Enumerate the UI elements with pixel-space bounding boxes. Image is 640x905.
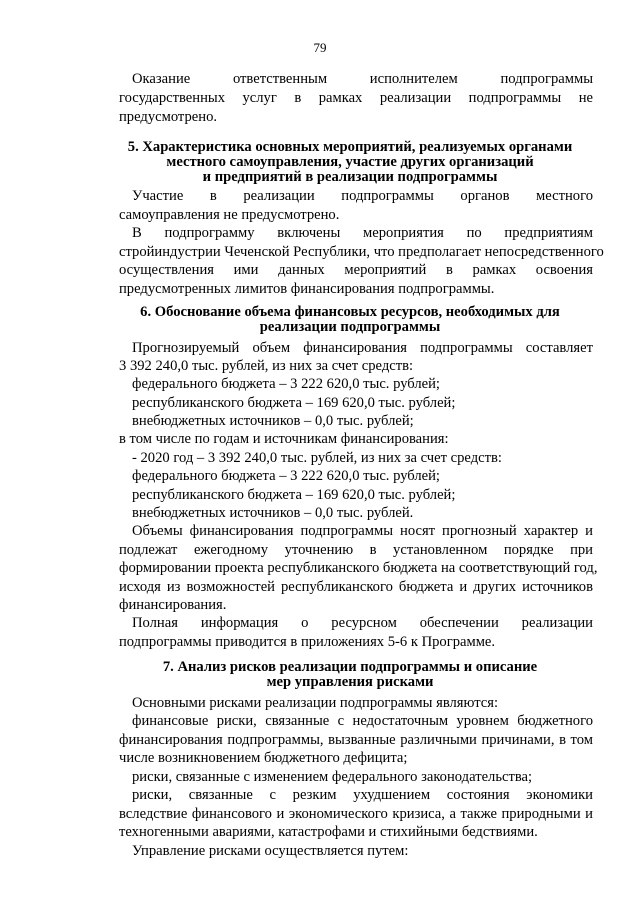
- section-5-heading-line: 5. Характеристика основных мероприятий, реализуемых органами: [127, 139, 573, 155]
- text-line: федерального бюджета – 3 222 620,0 тыс. рублей;: [132, 468, 440, 484]
- text-line: 3 392 240,0 тыс. рублей, из них за счет средств:: [119, 358, 414, 374]
- section-7-heading-line: мер управления рисками: [266, 674, 434, 690]
- text-line: числе возникновением бюджетного дефицита;: [119, 750, 408, 766]
- text-line: в том числе по годам и источникам финансирования:: [119, 431, 449, 447]
- text-line: самоуправления не предусмотрено.: [119, 207, 340, 223]
- text-line: исходя из возможностей республиканского бюджета и других источников: [119, 579, 593, 595]
- text-line: федерального бюджета – 3 222 620,0 тыс. рублей;: [132, 376, 440, 392]
- text-line: подлежат ежегодному уточнению в установленном порядке при: [119, 542, 593, 558]
- section-6-heading-line: реализации подпрограммы: [259, 319, 441, 335]
- text-line: Оказание ответственным исполнителем подпрограммы: [132, 71, 593, 87]
- text-line: внебюджетных источников – 0,0 тыс. рублей;: [132, 413, 414, 429]
- text-line: вследствие финансового и экономического кризиса, а также природными и: [119, 806, 593, 822]
- text-line: риски, связанные с резким ухудшением состояния экономики: [132, 787, 593, 803]
- text-line: осуществления ими данных мероприятий в рамках освоения: [119, 262, 593, 278]
- section-5-heading-line: и предприятий в реализации подпрограммы: [202, 169, 498, 185]
- section-5-heading-line: местного самоуправления, участие других организаций: [166, 154, 534, 170]
- text-line: предусмотрено.: [119, 109, 218, 125]
- text-line: предусмотренных лимитов финансирования подпрограммы.: [119, 281, 495, 297]
- text-line: государственных услуг в рамках реализации подпрограммы не: [119, 90, 593, 106]
- text-line: республиканского бюджета – 169 620,0 тыс. рублей;: [132, 395, 456, 411]
- text-line: подпрограммы приводится в приложениях 5-6 к Программе.: [119, 634, 496, 650]
- page-number: 79: [313, 40, 327, 55]
- text-line: формировании проекта республиканского бюджета на соответствующий год,: [119, 560, 598, 576]
- text-line: стройиндустрии Чеченской Республики, что предполагает непосредственного: [119, 244, 604, 260]
- text-line: Полная информация о ресурсном обеспечении реализации: [132, 615, 593, 631]
- text-line: республиканского бюджета – 169 620,0 тыс. рублей;: [132, 487, 456, 503]
- section-7-heading-line: 7. Анализ рисков реализации подпрограммы и описание: [162, 659, 538, 675]
- text-line: Основными рисками реализации подпрограммы являются:: [132, 695, 499, 711]
- text-line: финансовые риски, связанные с недостаточным уровнем бюджетного: [132, 713, 593, 729]
- text-line: Объемы финансирования подпрограммы носят прогнозный характер и: [132, 523, 593, 539]
- text-line: Участие в реализации подпрограммы органов местного: [132, 188, 593, 204]
- text-line: техногенными авариями, катастрофами и стихийными бедствиями.: [119, 824, 538, 840]
- text-line: Прогнозируемый объем финансирования подпрограммы составляет: [132, 340, 593, 356]
- text-line: Управление рисками осуществляется путем:: [132, 843, 409, 859]
- text-line: финансирования.: [119, 597, 227, 613]
- text-line: В подпрограмму включены мероприятия по предприятиям: [132, 225, 593, 241]
- text-line: финансирования подпрограммы, вызванные различными причинами, в том: [119, 732, 593, 748]
- text-line: - 2020 год – 3 392 240,0 тыс. рублей, из них за счет средств:: [132, 450, 502, 466]
- text-line: внебюджетных источников – 0,0 тыс. рублей.: [132, 505, 414, 521]
- section-6-heading-line: 6. Обоснование объема финансовых ресурсов, необходимых для: [140, 304, 560, 320]
- text-line: риски, связанные с изменением федерального законодательства;: [132, 769, 533, 785]
